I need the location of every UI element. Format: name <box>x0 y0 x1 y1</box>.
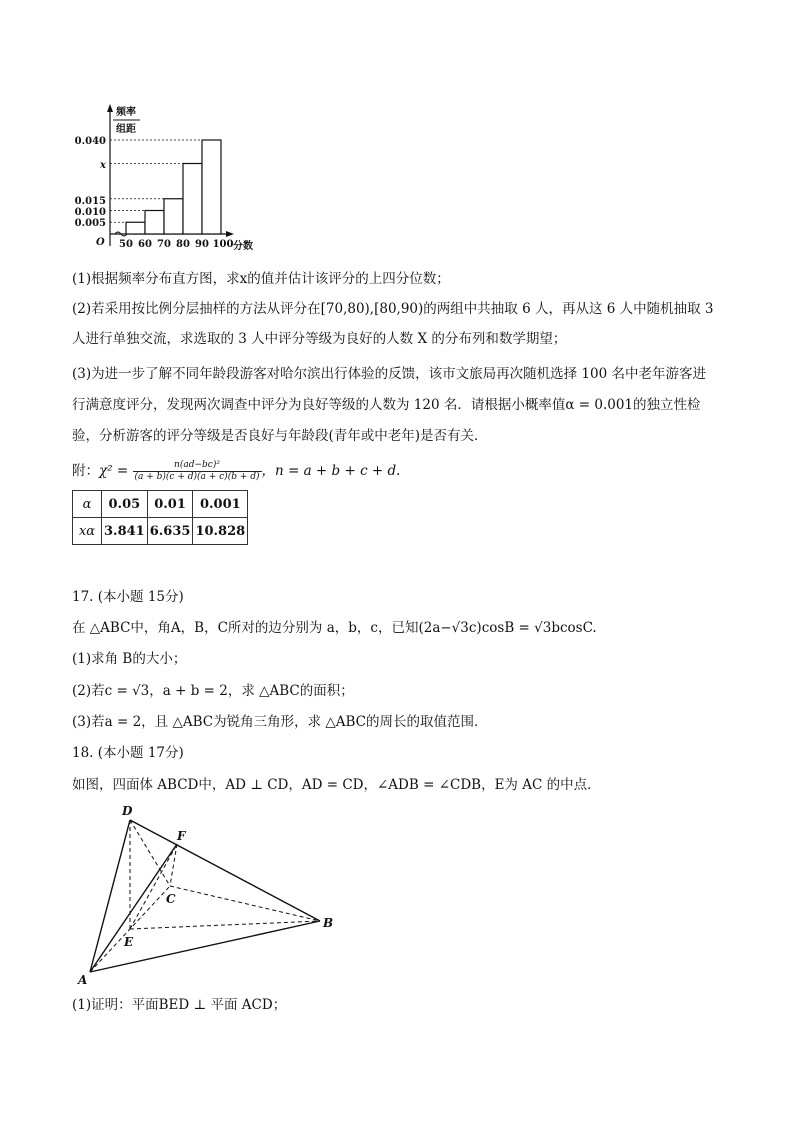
histogram-bar-1 <box>145 211 164 235</box>
q18-header: 18. (本小题 17分) <box>72 745 184 761</box>
table-row <box>73 518 248 545</box>
frequency-histogram <box>68 104 268 256</box>
x-tick-label-100: 100 <box>212 239 234 250</box>
q18-part1: (1)证明：平面BED ⊥ 平面 ACD； <box>72 997 287 1013</box>
q17-stem: 在 △ABC中，角A，B，C所对的边分别为 a，b，c，已知(2a−√3c)cosB = √3bcosC. <box>72 620 597 636</box>
q17-part2: (2)若c = √3，a + b = 2，求 △ABC的面积； <box>72 683 354 699</box>
vertex-label-C: C <box>166 892 176 906</box>
critical-value-table <box>72 490 248 545</box>
table-cell: 0.05 <box>102 491 148 518</box>
histogram-bar-2 <box>164 199 183 234</box>
q16-part2-line1: (2)若采用按比例分层抽样的方法从评分在[70,80),[80,90)的两组中共抽取 6 人，再从这 6 人中随机抽取 3 <box>72 301 714 317</box>
q17-part3: (3)若a = 2，且 △ABC为锐角三角形，求 △ABC的周长的取值范围． <box>72 714 488 730</box>
table-cell: 0.001 <box>193 491 248 518</box>
table-row <box>73 491 248 518</box>
q18-stem: 如图，四面体 ABCD中，AD ⊥ CD，AD = CD，∠ADB = ∠CDB，E为 AC 的中点． <box>72 777 601 793</box>
vertex-label-F: F <box>177 829 186 843</box>
q17-header: 17. (本小题 15分) <box>72 589 184 605</box>
edge-AF <box>90 844 177 972</box>
x-tick-label-70: 70 <box>157 239 171 250</box>
table-cell: α <box>73 491 102 518</box>
q16-part1: (1)根据频率分布直方图，求x的值并估计该评分的上四分位数； <box>72 271 450 287</box>
y-axis-title-bottom: 组距 <box>116 124 136 135</box>
x-tick-label-50: 50 <box>119 239 133 250</box>
table-cell: xα <box>73 518 102 545</box>
y-tick-label-x: x <box>100 160 106 171</box>
chi-square-formula <box>72 458 400 484</box>
histogram-bar-3 <box>183 164 202 235</box>
x-axis-title: 分数 <box>233 241 253 252</box>
vertex-label-A: A <box>78 973 88 987</box>
x-tick-label-80: 80 <box>176 239 190 250</box>
q16-part3-line1: (3)为进一步了解不同年龄段游客对哈尔滨出行体验的反馈，该市文旅局再次随机选择 100 名中老年游客进 <box>72 366 706 382</box>
vertex-label-D: D <box>122 804 133 818</box>
y-tick-label-0010: 0.010 <box>74 207 106 218</box>
table-cell: 6.635 <box>147 518 193 545</box>
chi-right: ，n = a + b + c + d. <box>261 463 401 479</box>
edge-DA <box>90 820 130 972</box>
table-cell: 3.841 <box>102 518 148 545</box>
appendix-label: 附： <box>72 463 99 479</box>
q17-part1: (1)求角 B的大小； <box>72 651 187 667</box>
q16-part3-line2: 行满意度评分，发现两次调查中评分为良好等级的人数为 120 名．请根据小概率值α = 0.001的独立性检 <box>72 397 701 413</box>
chi-denominator: (a + b)(c + d)(a + c)(b + d) <box>134 472 260 482</box>
tetrahedron-figure <box>72 800 342 990</box>
chi-numerator: n(ad−bc)² <box>133 460 262 472</box>
histogram-bar-0 <box>126 222 145 234</box>
chi-left: χ² = <box>99 463 129 479</box>
edge-CB <box>170 886 320 921</box>
x-tick-label-90: 90 <box>195 239 209 250</box>
y-tick-label-0015: 0.015 <box>74 196 106 207</box>
q16-part3-line3: 验，分析游客的评分等级是否良好与年龄段(青年或中老年)是否有关． <box>72 428 488 444</box>
vertex-label-B: B <box>323 916 334 930</box>
histogram-bar-4 <box>202 140 221 234</box>
vertex-label-E: E <box>124 935 134 949</box>
table-cell: 10.828 <box>193 518 248 545</box>
y-tick-label-0040: 0.040 <box>74 136 106 147</box>
origin-label: O <box>96 237 105 248</box>
q16-part2-line2: 人进行单独交流，求选取的 3 人中评分等级为良好的人数 X 的分布列和数学期望； <box>72 331 567 347</box>
x-tick-label-60: 60 <box>138 239 152 250</box>
y-axis-title-top: 频率 <box>116 107 136 118</box>
chi-fraction <box>133 460 262 483</box>
y-tick-label-0005: 0.005 <box>74 218 106 229</box>
table-cell: 0.01 <box>147 491 193 518</box>
